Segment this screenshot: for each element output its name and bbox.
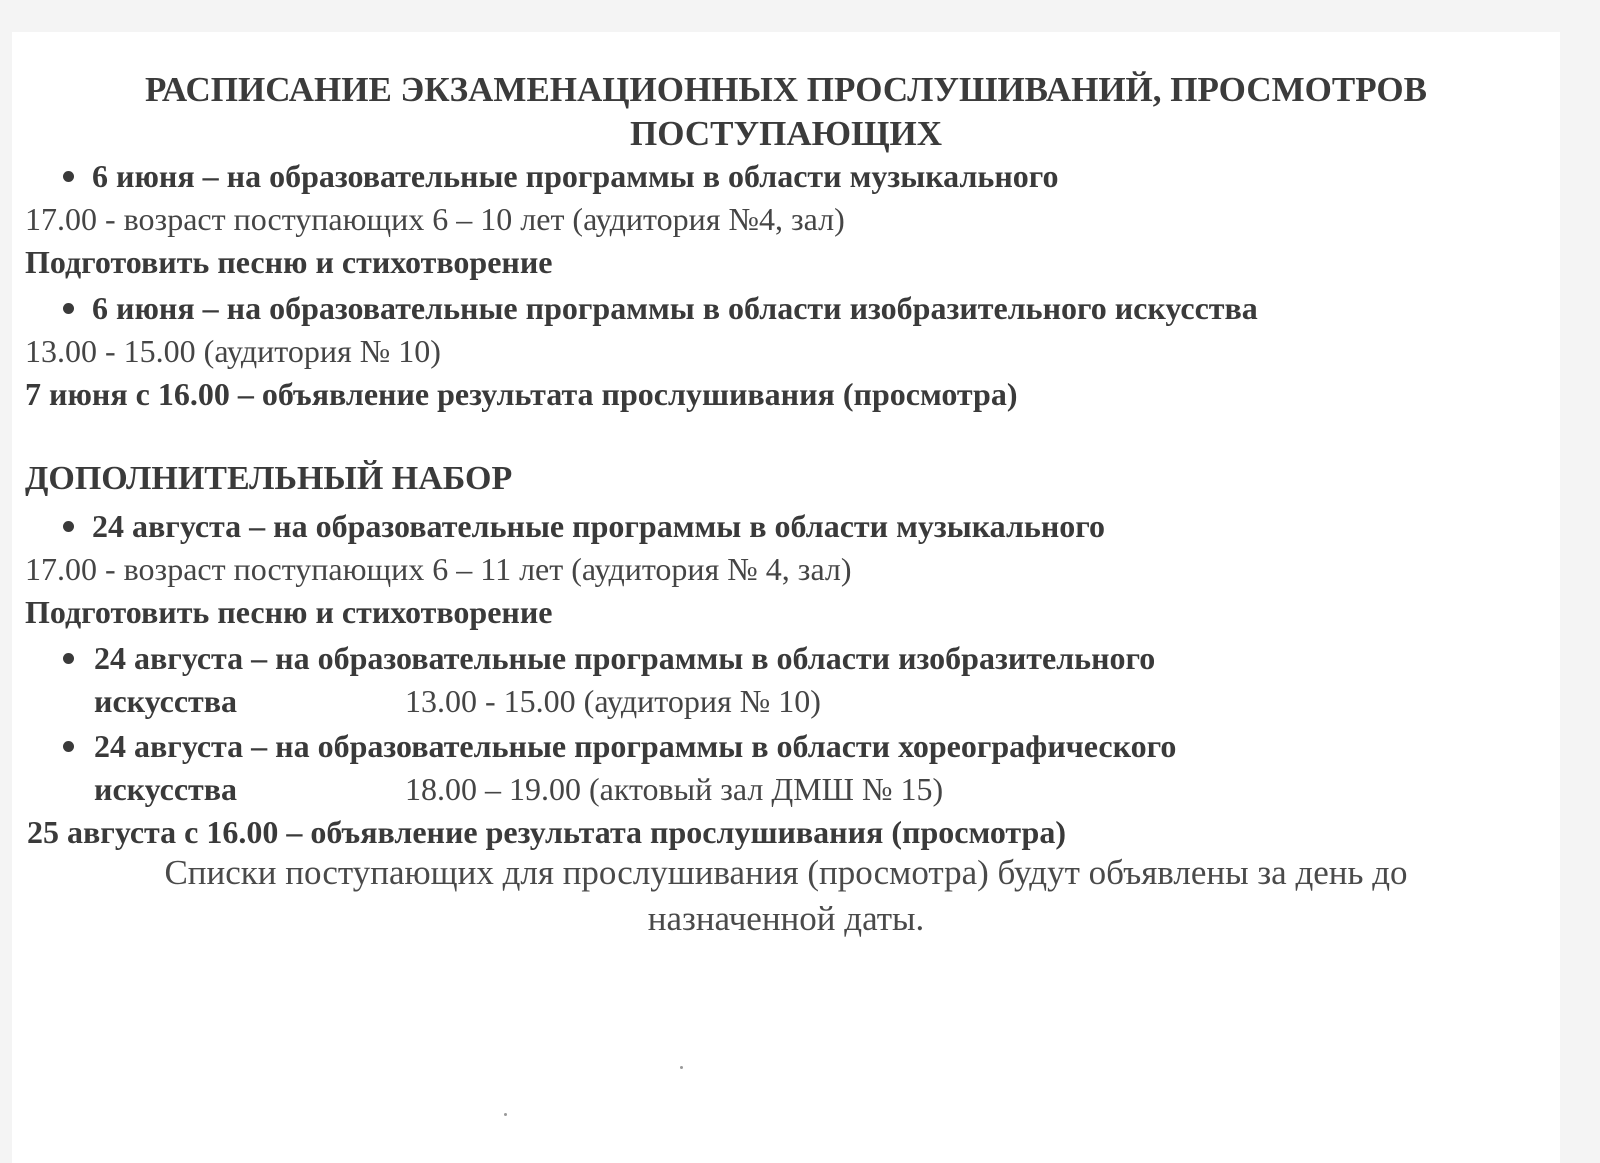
scan-speck [680, 1066, 683, 1069]
list-item: 6 июня – на образовательные программы в области музыкального [92, 158, 1059, 194]
footer-note [12, 850, 1560, 942]
section-heading: ДОПОЛНИТЕЛЬНЫЙ НАБОР [25, 460, 513, 497]
list-item: 24 августа – на образовательные программы в области изобразительного [94, 640, 1156, 676]
title-line-1: РАСПИСАНИЕ ЭКЗАМЕНАЦИОННЫХ ПРОСЛУШИВАНИЙ, ПРОСМОТРОВ [145, 70, 1427, 109]
results-announcement: 25 августа с 16.00 – объявление результата прослушивания (просмотра) [27, 814, 1066, 850]
title-line-2: ПОСТУПАЮЩИХ [629, 114, 943, 153]
list-item: 24 августа – на образовательные программы в области музыкального [92, 508, 1105, 544]
list-item-continuation: искусства [94, 683, 238, 719]
results-announcement: 7 июня с 16.00 – объявление результата прослушивания (просмотра) [25, 376, 1018, 412]
schedule-time: 13.00 - 15.00 (аудитория № 10) [405, 683, 821, 719]
document-title [12, 68, 1560, 156]
scan-speck [504, 1113, 507, 1116]
schedule-time: 17.00 - возраст поступающих 6 – 10 лет (аудитория №4, зал) [25, 201, 845, 237]
schedule-note: Подготовить песню и стихотворение [25, 244, 553, 280]
schedule-time: 17.00 - возраст поступающих 6 – 11 лет (аудитория № 4, зал) [25, 551, 852, 587]
footer-line-1: Списки поступающих для прослушивания (просмотра) будут объявлены за день до [164, 853, 1408, 892]
schedule-note: Подготовить песню и стихотворение [25, 594, 553, 630]
bullet-icon [63, 653, 74, 664]
footer-line-2: назначенной даты. [647, 899, 925, 938]
bullet-icon [63, 303, 74, 314]
list-item: 6 июня – на образовательные программы в области изобразительного искусства [92, 290, 1258, 326]
list-item: 24 августа – на образовательные программы в области хореографического [94, 728, 1177, 764]
list-item-continuation: искусства [94, 771, 238, 807]
bullet-icon [63, 741, 74, 752]
schedule-time: 18.00 – 19.00 (актовый зал ДМШ № 15) [405, 771, 944, 807]
bullet-icon [63, 171, 74, 182]
document-page [12, 32, 1560, 1163]
bullet-icon [63, 521, 74, 532]
schedule-time: 13.00 - 15.00 (аудитория № 10) [25, 333, 441, 369]
